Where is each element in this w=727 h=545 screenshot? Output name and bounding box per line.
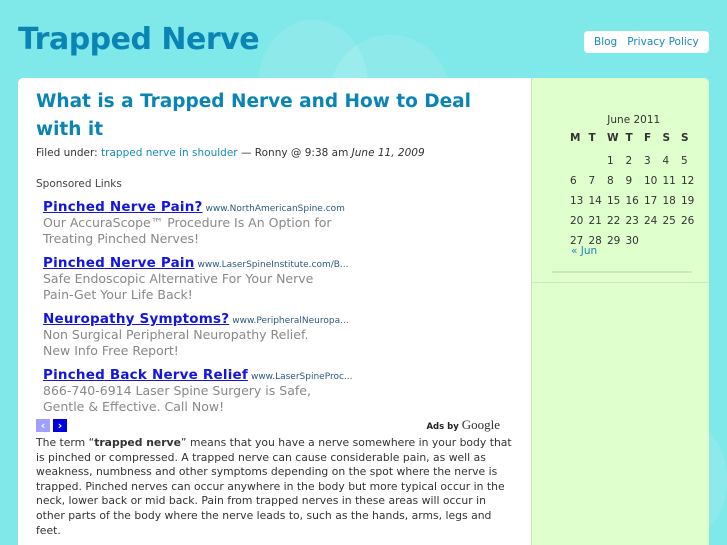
calendar-day: 28: [588, 235, 602, 247]
ad-description: Non Surgical Peripheral Neuropathy Relief.: [43, 327, 309, 342]
google-logo: Google: [461, 417, 500, 432]
post-body: [36, 436, 513, 538]
ad-url[interactable]: www.PeripheralNeuropa...: [232, 316, 349, 326]
ad-item: [43, 196, 513, 246]
ad-title-link[interactable]: Neuropathy Symptoms?: [43, 311, 230, 327]
calendar-day: [663, 232, 680, 250]
ad-prev-button[interactable]: ‹: [36, 419, 50, 432]
sidebar: [531, 78, 709, 545]
calendar-day: 2: [625, 155, 633, 167]
byline: — Ronny @ 9:38 am: [237, 147, 352, 159]
calendar-day-header: T: [625, 132, 633, 144]
calendar-day-header: F: [644, 132, 652, 144]
ad-url[interactable]: www.LaserSpineInstitute.com/B...: [197, 260, 349, 270]
calendar-day: 4: [662, 155, 670, 167]
calendar-week: [570, 212, 698, 230]
calendar-week: [570, 152, 698, 170]
calendar-day-header: S: [681, 132, 689, 144]
calendar-day: 30: [625, 235, 639, 247]
sponsored-heading: Sponsored Links: [36, 178, 122, 190]
calendar-day-header: M: [570, 132, 581, 144]
ad-item: [43, 364, 513, 414]
ad-list: [36, 196, 513, 414]
calendar-caption: June 2011: [607, 114, 661, 126]
body-text: ” means that you have a nerve somewhere in your body that is pinched or compressed. A trapped nerve can cause considerable pain, as well as weakness, numbness and other symptoms depending on the spot where the nerve is trapped. Pinched nerves can occur anywhere in the body but more typical occur in the neck, lower back or mid back. Pain from trapped nerves in these areas will occur in other parts of the body where the nerve leads to, such as the hands, arms, legs and feet.: [36, 436, 512, 537]
ad-url[interactable]: www.NorthAmericanSpine.com: [205, 204, 345, 214]
calendar-prev-link[interactable]: « Jun: [571, 245, 598, 257]
calendar-day: [570, 152, 587, 170]
calendar-day: [589, 152, 606, 170]
calendar-week: [570, 192, 698, 210]
calendar-day: 26: [681, 215, 695, 227]
calendar-day: 18: [662, 195, 676, 207]
ad-description: Safe Endoscopic Alternative For Your Nerve: [43, 271, 314, 286]
calendar-day: 15: [607, 195, 621, 207]
ads-by-google[interactable]: [426, 417, 500, 433]
calendar-day: 8: [607, 175, 614, 187]
ad-description: Treating Pinched Nerves!: [43, 230, 200, 246]
category-link[interactable]: trapped nerve in shoulder: [101, 147, 238, 159]
calendar-day: 14: [588, 195, 602, 207]
calendar-day: [644, 232, 661, 250]
top-nav: [584, 31, 709, 53]
nav-blog[interactable]: Blog: [594, 36, 618, 48]
calendar-day: 23: [625, 215, 639, 227]
ad-title-link[interactable]: Pinched Nerve Pain?: [43, 199, 203, 215]
calendar-day: 29: [607, 235, 621, 247]
calendar-day: 6: [570, 175, 577, 187]
ad-next-button[interactable]: ›: [53, 419, 67, 432]
calendar-day: [681, 232, 698, 250]
site-title[interactable]: Trapped Nerve: [18, 22, 260, 57]
calendar-day: 11: [662, 175, 676, 187]
divider: [532, 282, 709, 283]
calendar-day: 10: [644, 175, 658, 187]
calendar-day: 3: [644, 155, 651, 167]
post-title[interactable]: What is a Trapped Nerve and How to Deal with it: [36, 91, 471, 140]
calendar-day: 12: [681, 175, 695, 187]
ad-description: Gentle & Effective. Call Now!: [43, 398, 225, 414]
ad-url[interactable]: www.LaserSpineProc...: [250, 372, 353, 382]
main-content: [18, 78, 531, 545]
ad-item: [43, 308, 513, 358]
post-meta: [36, 147, 513, 159]
calendar-day: 16: [625, 195, 639, 207]
ad-description: 866-740-6914 Laser Spine Surgery is Safe,: [43, 383, 311, 398]
ad-description: Pain-Get Your Life Back!: [43, 286, 193, 302]
ad-footer: [36, 417, 513, 433]
divider: [552, 271, 692, 273]
calendar-day: 1: [607, 155, 614, 167]
calendar-day-header: S: [662, 132, 671, 144]
post-date: June 11, 2009: [351, 147, 425, 159]
calendar-week: [570, 172, 698, 190]
ads-by-label: Ads by: [426, 422, 462, 432]
ad-item: [43, 252, 513, 302]
calendar-day: 19: [681, 195, 695, 207]
calendar-day: 21: [588, 215, 602, 227]
ad-title-link[interactable]: Pinched Back Nerve Relief: [43, 367, 248, 383]
calendar-day: 22: [607, 215, 621, 227]
ad-description: Our AccuraScope™ Procedure Is An Option for: [43, 215, 332, 230]
calendar-day: 13: [570, 195, 584, 207]
calendar-day: 17: [644, 195, 658, 207]
content-wrapper: [18, 78, 709, 545]
calendar-day: 25: [662, 215, 676, 227]
calendar-day: 20: [570, 215, 584, 227]
calendar-day: 5: [681, 155, 688, 167]
calendar-day-header: T: [588, 132, 596, 144]
body-bold: trapped nerve: [94, 436, 181, 449]
body-text: The term “: [36, 436, 95, 449]
filed-label: Filed under:: [36, 147, 98, 159]
calendar: [568, 114, 700, 252]
ad-title-link[interactable]: Pinched Nerve Pain: [43, 255, 195, 271]
calendar-day: 7: [588, 175, 596, 187]
ad-description: New Info Free Report!: [43, 342, 179, 358]
calendar-day: 24: [644, 215, 658, 227]
calendar-day: 9: [625, 175, 633, 187]
nav-privacy-policy[interactable]: Privacy Policy: [627, 36, 699, 48]
calendar-day-header: W: [607, 132, 619, 144]
calendar-day: 27: [570, 235, 584, 247]
